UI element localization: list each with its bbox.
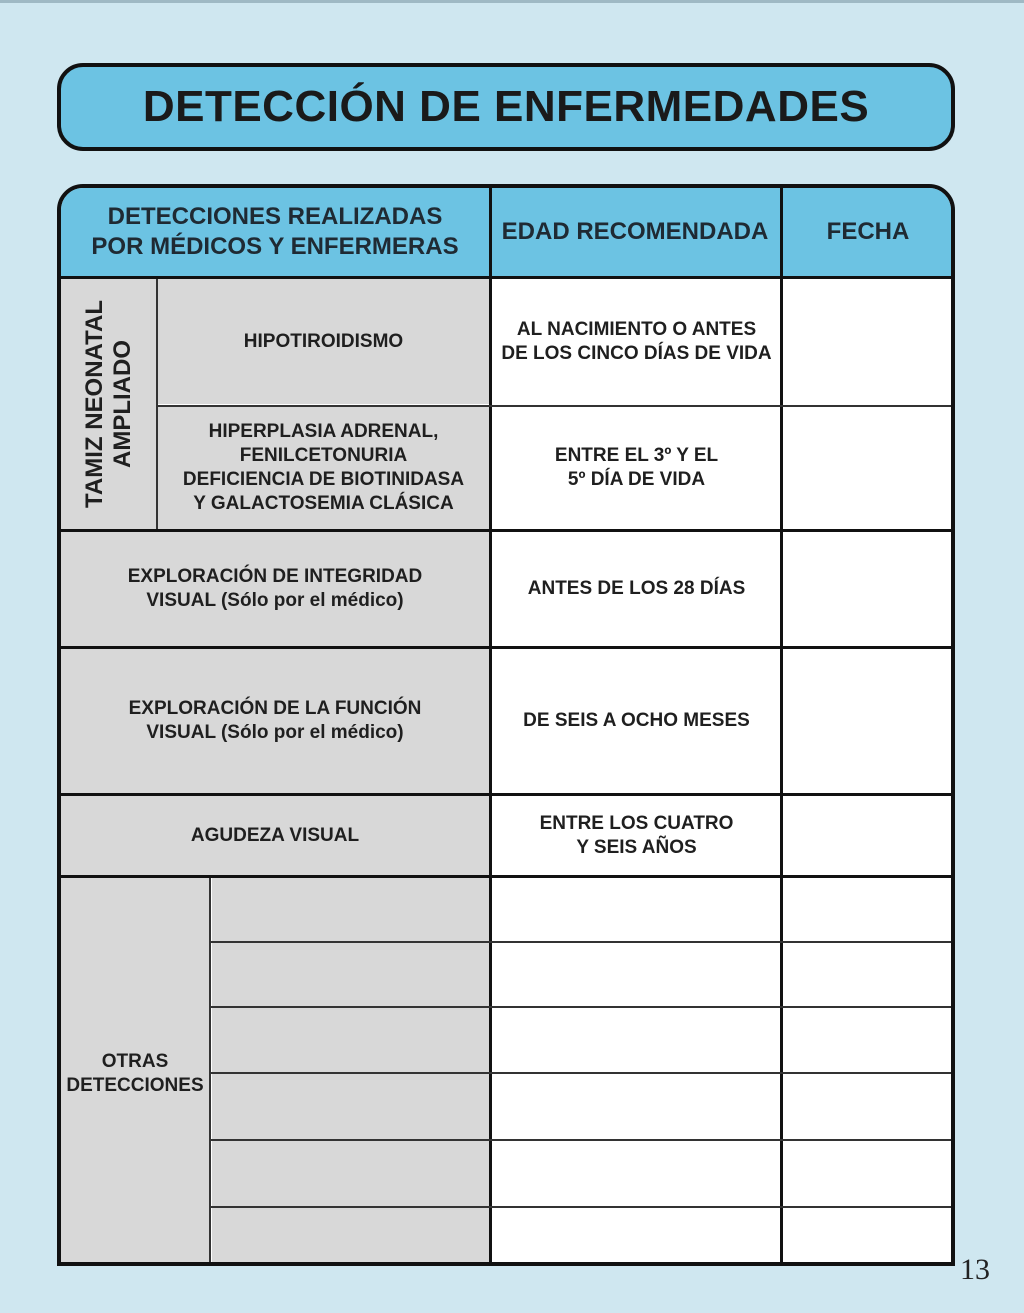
detection-text: DEFICIENCIA DE BIOTINIDASA <box>182 469 465 490</box>
age-text: AL NACIMIENTO O ANTES <box>516 318 757 340</box>
other-detections-label <box>61 878 209 1266</box>
divider <box>61 793 955 796</box>
age-text: ENTRE LOS CUATRO <box>539 812 734 834</box>
age-text: DE LOS CINCO DÍAS DE VIDA <box>501 342 772 364</box>
age-text: ANTES DE LOS 28 DÍAS <box>527 578 746 599</box>
divider <box>209 1139 955 1141</box>
detection-text: HIPERPLASIA ADRENAL, <box>208 421 439 442</box>
divider <box>61 276 955 279</box>
header-detections-line1: DETECCIONES REALIZADAS <box>107 203 443 230</box>
divider <box>780 188 783 1266</box>
divider <box>61 529 955 532</box>
detection-text: EXPLORACIÓN DE INTEGRIDAD <box>127 566 423 587</box>
detection-text: HIPOTIROIDISMO <box>243 330 404 352</box>
header-date: FECHA <box>781 188 955 276</box>
tamiz-row2-date-field[interactable] <box>783 407 955 529</box>
divider <box>61 875 955 878</box>
header-recommended-age: EDAD RECOMENDADA <box>489 188 781 276</box>
row-visual-integrity-detection <box>61 532 489 646</box>
detection-text: VISUAL (Sólo por el médico) <box>146 590 404 611</box>
other-label-line2: DETECCIONES <box>66 1075 204 1096</box>
detection-text: VISUAL (Sólo por el médico) <box>146 722 404 743</box>
tamiz-label-line2: AMPLIADO <box>108 340 136 468</box>
page-number: 13 <box>960 1253 990 1286</box>
age-text: DE SEIS A OCHO MESES <box>523 710 750 731</box>
row-visual-function-date-field[interactable] <box>783 649 955 793</box>
tamiz-row2-detection <box>158 407 489 529</box>
header-detections-line2: POR MÉDICOS Y ENFERMERAS <box>91 233 459 260</box>
detections-table <box>57 184 955 1266</box>
detection-text: Y GALACTOSEMIA CLÁSICA <box>193 493 454 514</box>
detection-text: EXPLORACIÓN DE LA FUNCIÓN <box>128 698 422 719</box>
tamiz-label-line1: TAMIZ NEONATAL <box>80 300 108 508</box>
detection-text: AGUDEZA VISUAL <box>190 824 360 846</box>
title-banner <box>57 63 955 151</box>
divider <box>489 188 492 1266</box>
detection-text: FENILCETONURIA <box>239 445 408 466</box>
tamiz-neonatal-label <box>61 279 156 529</box>
tamiz-row2-age <box>492 407 781 529</box>
row-visual-acuity-detection <box>61 796 489 875</box>
divider <box>61 646 955 649</box>
row-visual-integrity-age <box>492 532 781 646</box>
other-label-line1: OTRAS <box>101 1051 169 1072</box>
row-visual-acuity-age <box>492 796 781 875</box>
tamiz-row1-date-field[interactable] <box>783 279 955 404</box>
row-visual-integrity-date-field[interactable] <box>783 532 955 646</box>
divider <box>209 941 955 943</box>
tamiz-row1-detection <box>158 279 489 404</box>
age-text: ENTRE EL 3º Y EL <box>554 445 719 466</box>
divider <box>209 1206 955 1208</box>
divider <box>156 405 955 407</box>
row-visual-function-age <box>492 649 781 793</box>
tamiz-row1-age <box>492 279 781 404</box>
divider <box>156 279 158 529</box>
row-visual-function-detection <box>61 649 489 793</box>
page-title: DETECCIÓN DE ENFERMEDADES <box>142 82 870 131</box>
divider <box>209 1072 955 1074</box>
row-visual-acuity-date-field[interactable] <box>783 796 955 875</box>
header-detections <box>61 188 489 276</box>
divider <box>209 1006 955 1008</box>
age-text: 5º DÍA DE VIDA <box>567 469 706 490</box>
age-text: Y SEIS AÑOS <box>576 836 697 858</box>
